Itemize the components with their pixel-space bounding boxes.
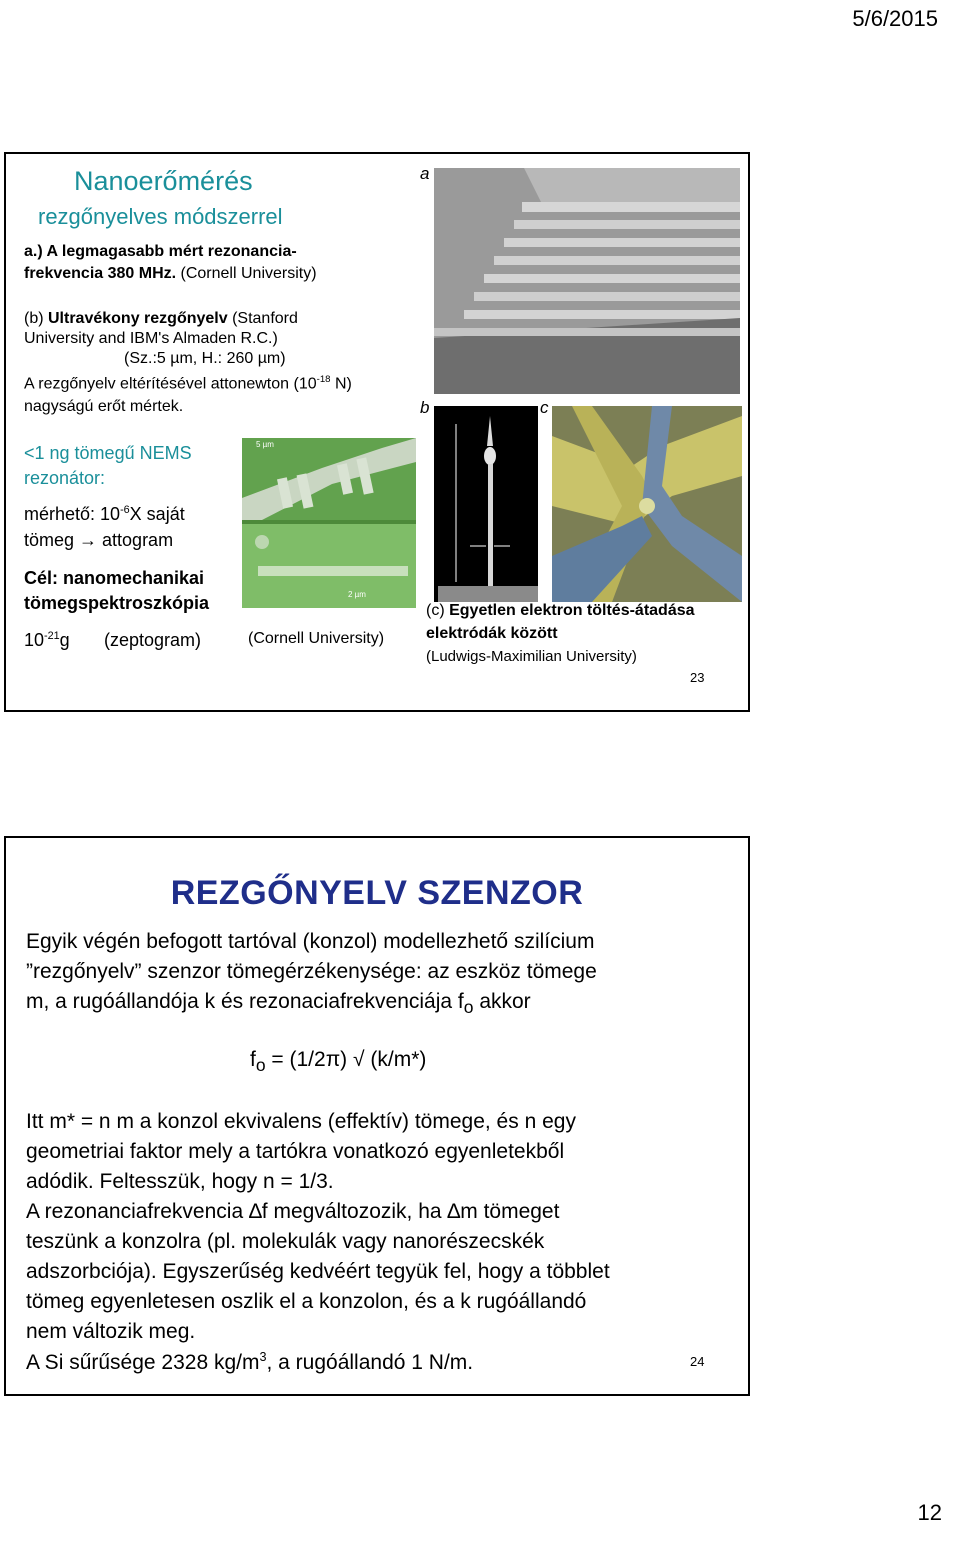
slide-24 <box>4 836 750 1396</box>
slide-23 <box>4 152 750 712</box>
paragraph-2-line2: geometriai faktor mely a tartókra vonatkozó egyenletekből <box>26 1140 565 1163</box>
formula-f: f <box>250 1048 256 1071</box>
slide-title: Nanoerőmérés <box>74 166 253 196</box>
formula <box>250 1048 426 1076</box>
attogram-word: attogram <box>97 530 174 550</box>
paragraph-3-line2: teszünk a konzolra (pl. molekulák vagy nanorészecskék <box>26 1230 545 1253</box>
caption-c-prefix: (c) <box>426 602 450 619</box>
item-b-line2: University and IBM's Almaden R.C.) <box>24 330 278 347</box>
p1-subscript: o <box>463 997 474 1018</box>
item-b-title: Ultravékony rezgőnyelv <box>48 310 228 327</box>
paragraph-2-line1: Itt m* = n m a konzol ekvivalens (effektív) tömege, és n egy <box>26 1110 576 1133</box>
nems-line1: <1 ng tömegű NEMS <box>24 443 192 463</box>
nems-resonator-graphic <box>242 438 416 608</box>
zepto-label: (zeptogram) <box>104 630 202 650</box>
page-number: 12 <box>917 1500 942 1525</box>
zepto-base: 10 <box>24 630 45 650</box>
p1-tail: akkor <box>473 990 531 1013</box>
goal-line1: Cél: nanomechanikai <box>24 568 205 588</box>
paragraph-1-line1: Egyik végén befogott tartóval (konzol) modellezhető szilícium <box>26 930 595 953</box>
measurable-text: mérhető: 10 <box>24 504 121 524</box>
measurable-line1 <box>24 504 185 525</box>
item-a-line1: a.) A legmagasabb mért rezonancia- <box>24 243 297 260</box>
cornell-credit: (Cornell University) <box>248 630 385 647</box>
spring-constant-text: , a rugóállandó 1 N/m. <box>266 1351 474 1374</box>
force-text: A rezgőnyelv eltérítésével attonewton (10 <box>24 375 317 393</box>
paragraph-3-line4: tömeg egyenletesen oszlik el a konzolon, és a k rugóállandó <box>26 1290 587 1313</box>
item-b-line4 <box>24 374 352 393</box>
slide-title: REZGŐNYELV SZENZOR <box>170 874 584 912</box>
item-b-source: (Stanford <box>227 310 298 327</box>
item-a-source: (Cornell University) <box>176 265 317 282</box>
zepto-exponent: -21 <box>44 630 60 642</box>
electrodes-graphic <box>552 406 742 602</box>
item-a-line2 <box>24 265 317 283</box>
label-c: c <box>540 398 549 417</box>
density-text: A Si sűrűsége 2328 kg/m <box>26 1351 260 1374</box>
formula-expression: = (1/2π) √ (k/m*) <box>265 1048 427 1071</box>
label-a: a <box>420 164 430 183</box>
mass-word: tömeg <box>24 530 80 550</box>
label-b: b <box>420 398 430 417</box>
sem-ultrathin-cantilever-image <box>434 406 538 602</box>
sem-cantilever-array-image <box>434 168 740 394</box>
caption-c-title: Egyetlen elektron töltés-átadása <box>449 602 695 619</box>
paragraph-2-line3: adódik. Feltesszük, hogy n = 1/3. <box>26 1170 334 1193</box>
item-b-prefix: (b) <box>24 310 48 327</box>
slide-number: 23 <box>690 670 705 685</box>
p1-text: m, a rugóállandója k és rezonaciafrekvenciája f <box>26 990 464 1013</box>
force-unit: N) <box>330 375 352 393</box>
slide-number: 24 <box>690 1354 705 1369</box>
arrow-right-icon: → <box>79 530 98 550</box>
sem-nems-resonator-image <box>242 438 416 608</box>
ultrathin-cantilever-graphic <box>434 406 538 602</box>
paragraph-3-line3: adszorbciója). Egyszerűség kedvéért tegyük fel, hogy a többlet <box>26 1260 610 1283</box>
density-exponent: 3 <box>259 1350 267 1364</box>
paragraph-1-line3 <box>26 990 531 1018</box>
zepto-unit: g <box>59 630 70 650</box>
scale-5um: 5 µm <box>256 440 274 449</box>
measurable-exponent: -6 <box>120 504 130 516</box>
goal-line2: tömegspektroszkópia <box>24 593 210 613</box>
measurable-unit: X saját <box>129 504 185 524</box>
paragraph-3-line1: A rezonanciafrekvencia ∆f megváltozozik, ha ∆m tömeget <box>26 1200 560 1223</box>
slide-subtitle: rezgőnyelves módszerrel <box>38 204 283 229</box>
paragraph-1-line2: ”rezgőnyelv” szenzor tömegérzékenysége: az eszköz tömege <box>26 960 597 983</box>
scale-2um: 2 µm <box>348 590 366 599</box>
force-exponent: -18 <box>316 374 331 385</box>
cantilever-array-graphic <box>434 168 740 394</box>
paragraph-4 <box>26 1350 473 1375</box>
caption-c-line2: elektródák között <box>426 625 558 642</box>
zepto-line <box>24 630 70 651</box>
sem-electrodes-image <box>552 406 742 602</box>
measurable-line2 <box>24 530 173 551</box>
nems-line2: rezonátor: <box>24 468 106 488</box>
caption-c-source: (Ludwigs-Maximilian University) <box>426 648 637 665</box>
item-a-freq: frekvencia 380 MHz. <box>24 265 177 282</box>
paragraph-3-line5: nem változik meg. <box>26 1320 196 1343</box>
formula-subscript: o <box>255 1055 266 1076</box>
item-b-line3: (Sz.:5 µm, H.: 260 µm) <box>124 350 286 367</box>
item-b-line1 <box>24 310 298 328</box>
item-b-line5: nagyságú erőt mértek. <box>24 398 184 415</box>
caption-c-line1 <box>426 602 695 620</box>
page-date: 5/6/2015 <box>852 6 938 31</box>
